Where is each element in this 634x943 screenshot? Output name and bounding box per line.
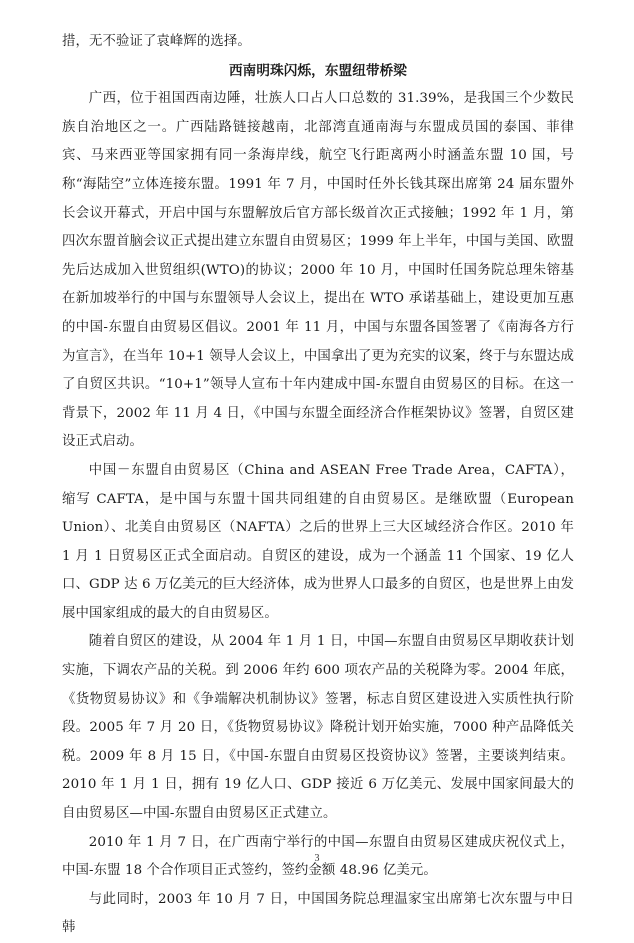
paragraph-ceremony: 2010 年 1 月 7 日，在广西南宁举行的中国—东盟自由贸易区建成庆祝仪式上，中国-东盟 18 个合作项目正式签约，签约金额 48.96 亿美元。 — [62, 834, 574, 879]
page-number: 3 — [314, 853, 320, 864]
continuation-text: 措，无不验证了袁峰辉的选择。 — [62, 34, 251, 49]
paragraph-guangxi: 广西，位于祖国西南边陲，壮族人口占人口总数的 31.39%，是我国三个少数民族自治地区之一。广西陆路链接越南，北部湾直通南海与东盟成员国的泰国、菲律宾、马来西亚等国家拥有同一条海岸线，航空飞行距离两小时涵盖东盟 10 国，号称“海陆空”立体连接东盟。1991 年 7 月，中国时任外长钱其琛出席第 24 届东盟外长会议开幕式，开启中国与东盟解放后官方部长级首次正式接触；1992 年 1 月，第四次东盟首脑会议正式提出建立东盟自由贸易区；1999 年上半年，中国与美国、欧盟先后达成加入世贸组织(WTO)的协议；2000 年 10 月，中国时任国务院总理朱镕基在新加坡举行的中国与东盟领导人会议上，提出在 WTO 承诺基础上，建设更加互惠的中国-东盟自由贸易区倡议。2001 年 11 月，中国与东盟各国签署了《南海各方行为宣言》，在当年 10+1 领导人会议上，中国拿出了更为充实的议案，终于与东盟达成了自贸区共识。“10+1”领导人宣布十年内建成中国-东盟自由贸易区的目标。在这一背景下，2002 年 11 月 4 日，《中国与东盟全面经济合作框架协议》签署，自贸区建设正式启动。 — [62, 91, 574, 450]
paragraph-construction: 随着自贸区的建设，从 2004 年 1 月 1 日，中国—东盟自由贸易区早期收获计划实施，下调农产品的关税。到 2006 年约 600 项农产品的关税降为零。2004 年底，《货物贸易协议》和《争端解决机制协议》签署，标志自贸区建设进入实质性执行阶段。2005 年 7 月 20 日，《货物贸易协议》降税计划开始实施，7000 种产品降低关税。2009 年 8 月 15 日，《中国-东盟自由贸易区投资协议》签署，主要谈判结束。2010 年 1 月 1 日，拥有 19 亿人口、GDP 接近 6 万亿美元、发展中国家间最大的自由贸易区—中国-东盟自由贸易区正式建立。 — [62, 634, 574, 822]
document-body — [62, 28, 574, 943]
section-title: 西南明珠闪烁，东盟纽带桥梁 — [228, 62, 408, 79]
paragraph-cafta: 中国－东盟自由贸易区（China and ASEAN Free Trade Area，CAFTA），缩写 CAFTA，是中国与东盟十国共同组建的自由贸易区。是继欧盟（European Union）、北美自由贸易区（NAFTA）之后的世界上三大区域经济合作区。2010 年 1 月 1 日贸易区正式全面启动。自贸区的建设，成为一个涵盖 11 个国家、19 亿人口、GDP 达 6 万亿美元的巨大经济体，成为世界人口最多的自贸区，也是世界上由发展中国家组成的最大的自由贸易区。 — [62, 462, 574, 621]
paragraph-wen-jiabao: 与此同时，2003 年 10 月 7 日，中国国务院总理温家宝出席第七次东盟与中日韩 — [62, 891, 574, 936]
